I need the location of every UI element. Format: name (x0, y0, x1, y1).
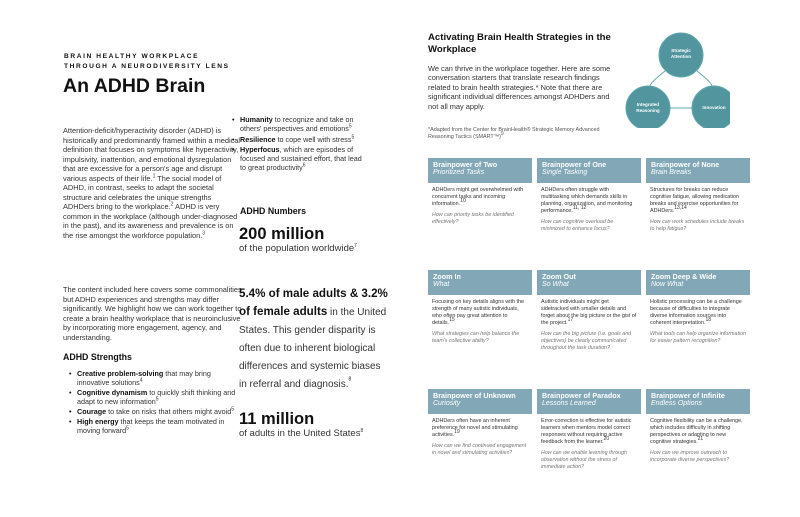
intro-paragraph (63, 126, 243, 241)
kicker-line-2: THROUGH A NEURODIVERSITY LENS (64, 62, 230, 70)
card-header: Brainpower of Infinite Endless Options (646, 389, 750, 414)
card-header: Brainpower of Paradox Lessons Learned (537, 389, 641, 414)
card-header: Brainpower of Unknown Curiosity (428, 389, 532, 414)
card-header: Brainpower of One Single Tasking (537, 158, 641, 183)
intro-footnote: 2 (170, 201, 174, 208)
smart-venn-diagram (620, 28, 730, 128)
card-body: ADHDers often struggle with multitasking which demands skills in planning, organization, and monitoring performance.$^{11, 12}$ (541, 187, 633, 214)
list-item: • Humanity to recognize and take on others' perspectives and emotions$^5$ (232, 115, 364, 133)
intro-text-cont2: ADHD is very common in the workplace (although under-diagnosed in the past), and its awareness and prevalence is on the rise amongst the workforce population. (63, 202, 238, 241)
strategy-card (646, 158, 750, 233)
list-item: • Creative problem-solving that may bring innovative solutions$^4$ (69, 369, 244, 387)
card-header: Zoom In What (428, 270, 532, 295)
stat-footnote: 8 (348, 376, 352, 383)
stat-us-adults (239, 410, 389, 439)
venn-connector (650, 71, 665, 86)
card-question: What tools can help organize information for easier pattern recognition? (650, 331, 746, 344)
strengths-heading: ADHD Strengths (63, 352, 132, 362)
strengths-list-continued (232, 115, 364, 174)
list-item: • Courage to take on risks that others might avoid$^5$ (69, 407, 244, 416)
card-question: How can work schedules include breaks to help fatigue? (650, 219, 745, 232)
strategy-card (428, 158, 532, 226)
intro-text: Attention-deficit/hyperactivity disorder (ADHD) is historically and predominantly framed within a medical definition that focuses on symptoms like hyperactivity, impulsivity, inattention, and emotional dysregulation that are excessive for a person's age and disrupt various aspects of their life. (63, 126, 241, 183)
card-question: How can we enable learning through observation without the stress of immediate action? (541, 450, 627, 470)
stat-caption: of the population worldwide$^7$ (239, 242, 357, 254)
card-question: What strategies can help balance the team's collective ability? (432, 331, 520, 344)
intro-text-cont: The social model of ADHD, in contrast, seeks to adapt the societal structure and celebrates the unique strengths ADHDers bring to the workplace. (63, 173, 222, 212)
card-question: How can we find continued engagement in novel and stimulating activities? (432, 443, 527, 456)
page-title: An ADHD Brain (63, 75, 206, 97)
strategies-intro: We can thrive in the workplace together. Here are some conversation starters that translate research findings related to brain health strategies.* Note that there are significant individual differences amongst ADHDers and not all may apply. (428, 64, 611, 111)
venn-label-left: Integrated Reasoning (636, 102, 660, 113)
venn-label-right: Innovation (702, 105, 726, 110)
card-header: Brainpower of Two Prioritized Tasks (428, 158, 532, 183)
strategy-card (646, 270, 750, 345)
intro-footnote: 1 (152, 173, 156, 180)
numbers-heading: ADHD Numbers (240, 206, 306, 216)
stat-population (239, 225, 389, 254)
card-body: Autistic individuals might get sidetracked with smaller details and forget about the big picture or the gist of the project.$^{17}$ (541, 299, 637, 326)
strengths-list (69, 369, 244, 436)
list-item: • Resilience to cope well with stress$^5$ (232, 135, 364, 144)
card-header: Zoom Deep & Wide Now What (646, 270, 750, 295)
stat-value: 200 million (239, 225, 325, 243)
card-header: Zoom Out So What (537, 270, 641, 295)
list-item: • High energy that keeps the team motivated in moving forward$^5$ (69, 417, 244, 435)
stat-gender (239, 284, 389, 392)
content-paragraph: The content included here covers some commonalities but ADHD experiences and strengths may differ significantly. We highlight how we can work together to create a brain healthy workplace that is neuroinclusive by incorporating more engagement, agency, and understanding. (63, 285, 242, 342)
strategy-card (428, 270, 532, 345)
list-item: • Cognitive dynamism to quickly shift thinking and adapt to new information$^5$ (69, 388, 244, 406)
strategy-card (537, 270, 641, 351)
card-body: Cognitive flexibility can be a challenge, which includes difficulty in shifting perspectives or adapting to new cognitive strategies.$^{21}$ (650, 418, 743, 445)
strategy-card (646, 389, 750, 464)
card-body: ADHDers often have an inherent preference for novel and stimulating activities.$^{19}$ (432, 418, 518, 438)
card-question: How can we improve outreach to incorporate diverse perspectives? (650, 450, 730, 463)
list-item: • Hyperfocus, which are episodes of focused and sustained effort, that lead to great productivity$^6$ (232, 145, 364, 173)
venn-label-top: Strategic Attention (670, 48, 692, 59)
card-question: How can the big picture (i.e. goals and objectives) be clearly communicated throughout the task duration? (541, 331, 632, 351)
card-question: How can priority tasks be identified effectively? (432, 212, 514, 225)
card-body: Holistic processing can be a challenge because of difficulties to integrate diverse information sources into coherent interpretation.$^{18}$ (650, 299, 742, 326)
stat-caption: of adults in the United States$^8$ (239, 427, 364, 439)
card-body: Focusing on key details aligns with the strength of many autistic individuals, who often pay great attention to details.$^{15}$ (432, 299, 524, 326)
strategy-card (537, 389, 641, 470)
card-body: Structures for breaks can reduce cognitive fatigue, allowing medication breaks and exercise opportunities for ADHDers.$^{13,14}$ (650, 187, 739, 214)
card-question: How can cognitive overload be minimized to enhance focus? (541, 219, 614, 232)
stat-value: 11 million (239, 410, 315, 428)
card-body: Error-correction is effective for autistic learners when mentors model correct responses without requiring active feedback from the learner.$^{20}$ (541, 418, 632, 445)
venn-connector (697, 71, 712, 86)
card-header: Brainpower of None Brain Breaks (646, 158, 750, 183)
intro-footnote: 3 (202, 230, 206, 237)
strategy-card (537, 158, 641, 233)
section-kicker (64, 52, 254, 71)
stat-value: 5.4% of male adults & 3.2% of female adults (239, 287, 388, 318)
strategies-footnote: *Adapted from the Center for BrainHealth® Strategic Memory Advanced Reasoning Tactics (SMART™)$^9$ (428, 127, 600, 141)
strategies-title: Activating Brain Health Strategies in the Workplace (428, 32, 611, 55)
stat-caption: in the United States. This gender disparity is often due to inherent biological differences and systemic biases in referral and diagnosis. (239, 307, 387, 390)
card-body: ADHDers might get overwhelmed with concurrent tasks and incoming information.$^{10}$ (432, 187, 524, 207)
kicker-line-1: BRAIN HEALTHY WORKPLACE (64, 53, 200, 60)
strategy-card (428, 389, 532, 457)
